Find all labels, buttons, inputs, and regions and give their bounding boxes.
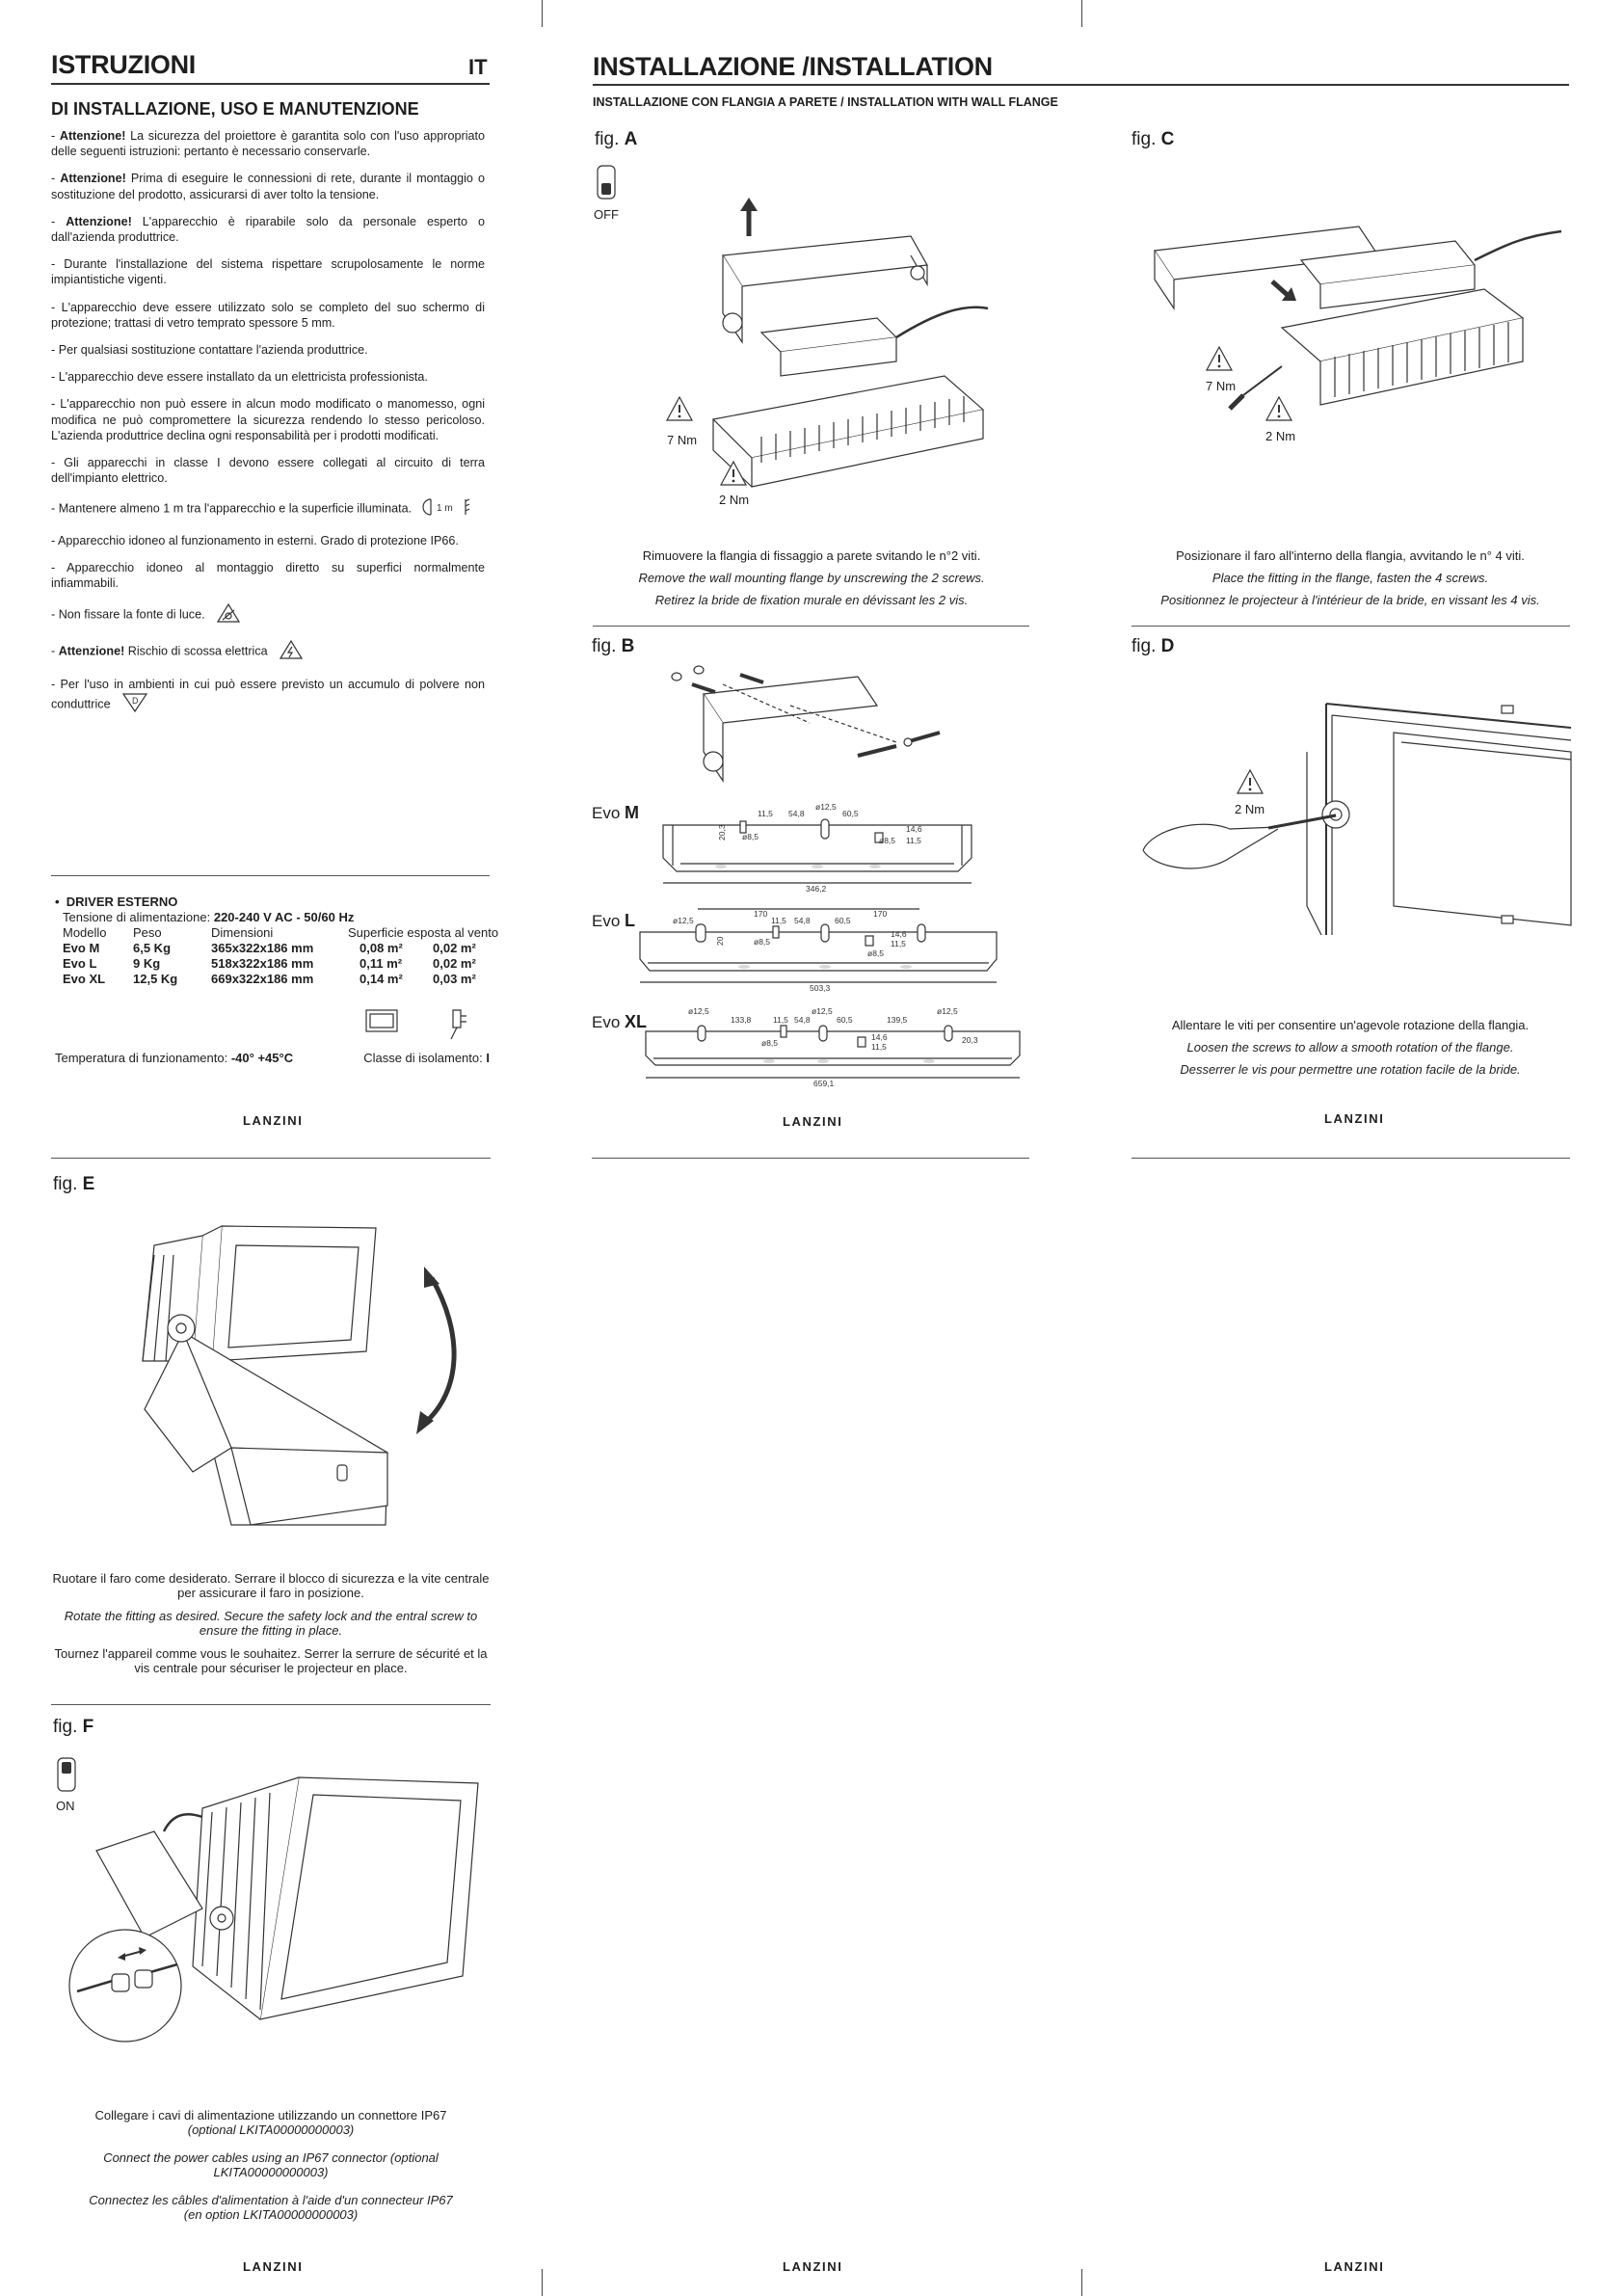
fig-b-label: fig. B — [592, 636, 635, 656]
warning-item: - Apparecchio idoneo al montaggio diretto su superfici normalmente infiammabili. — [51, 560, 485, 591]
torque-label: 2 Nm — [1235, 802, 1265, 816]
warning-icon — [719, 460, 748, 487]
fig-f-label: fig. F — [53, 1717, 94, 1737]
fig-f-caption: Collegare i cavi di alimentazione utilizzando un connettore IP67 (optional LKITA00000000003) Connect the power cables using an IP67 connector (optional LKITA00000000003) Connectez les câbles d'alimentation à l'aide d'un connecteur IP67 (en option LKITA00000000003) — [89, 2108, 453, 2222]
switch-state-label: OFF — [594, 207, 619, 222]
torque-label: 7 Nm — [667, 433, 698, 447]
fig-e-label: fig. E — [53, 1174, 95, 1194]
svg-text:ø8,5: ø8,5 — [867, 948, 885, 958]
svg-text:60,5: 60,5 — [835, 916, 851, 925]
warning-item: - Per qualsiasi sostituzione contattare l'azienda produttrice. — [51, 343, 368, 358]
driver-specs — [55, 894, 499, 987]
svg-text:11,5: 11,5 — [758, 809, 773, 818]
install-title: INSTALLAZIONE /INSTALLATION — [593, 52, 993, 81]
svg-text:54,8: 54,8 — [794, 916, 811, 925]
install-subtitle: INSTALLAZIONE CON FLANGIA A PARETE / INSTALLATION WITH WALL FLANGE — [593, 95, 1058, 109]
section-divider — [51, 1704, 491, 1705]
warning-item: - Attenzione! Rischio di scossa elettrica — [51, 639, 485, 664]
fig-a-label: fig. A — [595, 129, 638, 149]
warning-item: - L'apparecchio non può essere in alcun modo modificato o manomesso, ogni modifica ne può compromettere la sicurezza rendendo lo stesso pericoloso. L'azienda produttrice declina ogni responsabilità per i prodotti modificati. — [51, 397, 485, 442]
driver-table-row: Evo XL 12,5 Kg 669x322x186 mm 0,14 m² 0,03 m² — [63, 972, 476, 986]
svg-text:20,3: 20,3 — [717, 824, 727, 841]
driver-voltage: Tensione di alimentazione: 220-240 V AC - 50/60 Hz — [63, 910, 355, 924]
driver-table-header: Modello Peso Dimensioni Superficie esposta al vento — [63, 925, 499, 940]
brand-logo: LANZINI — [783, 1114, 843, 1129]
fig-e-caption: Ruotare il faro come desiderato. Serrare il blocco di sicurezza e la vite centrale per assicurare il faro in posizione. Rotate the fitting as desired. Secure the safety lock and the entral screw to ensure the fitting in place. Tournez l'appareil comme vous le souhaitez. Serrer la serrure de sécurité et la vis centrale pour sécuriser le projecteur en place. — [52, 1571, 490, 1675]
fig-c-label: fig. C — [1131, 129, 1175, 149]
svg-text:170: 170 — [873, 909, 888, 919]
svg-text:11,5: 11,5 — [906, 836, 921, 845]
svg-text:ø12,5: ø12,5 — [812, 1006, 833, 1016]
svg-text:11,5: 11,5 — [771, 916, 786, 925]
svg-text:ø8,5: ø8,5 — [742, 832, 759, 841]
warning-item: - Attenzione! Prima di eseguire le connessioni di rete, durante il montaggio o sostituzione del prodotto, assicurarsi di aver tolto la tensione. — [51, 172, 485, 201]
warning-item: - Mantenere almeno 1 m tra l'apparecchio e la superficie illuminata. 1 m — [51, 497, 485, 521]
warning-icon — [1265, 395, 1293, 422]
section-divider — [51, 1158, 491, 1159]
svg-text:D: D — [132, 695, 139, 706]
section-divider — [592, 1158, 1029, 1159]
svg-text:1 m: 1 m — [436, 503, 453, 515]
svg-text:20,3: 20,3 — [962, 1035, 978, 1045]
page-title: ISTRUZIONI — [51, 50, 196, 79]
svg-text:54,8: 54,8 — [788, 809, 805, 818]
torque-label: 2 Nm — [719, 493, 750, 507]
fig-a-caption: Rimuovere la flangia di fissaggio a parete svitando le n°2 viti. Remove the wall mounting flange by unscrewing the 2 screws. Retirez la bride de fixation murale en dévissant les 2 vis. — [638, 548, 985, 607]
warning-item: - Attenzione! La sicurezza del proiettore è garantita solo con l'uso appropriato delle seguenti istruzioni: pertanto è necessario conservarle. — [51, 129, 485, 159]
section-divider — [51, 875, 490, 876]
section-subtitle: DI INSTALLAZIONE, USO E MANUTENZIONE — [51, 99, 419, 119]
distance-symbol — [423, 497, 471, 521]
model-label: Evo M — [592, 803, 640, 822]
brand-logo: LANZINI — [1324, 2259, 1385, 2274]
svg-text:60,5: 60,5 — [837, 1015, 853, 1025]
torque-label: 2 Nm — [1265, 429, 1296, 443]
svg-text:11,5: 11,5 — [773, 1015, 788, 1025]
svg-text:170: 170 — [754, 909, 768, 919]
switch-state-label: ON — [56, 1799, 75, 1813]
svg-text:ø12,5: ø12,5 — [937, 1006, 958, 1016]
evo-xl-dimension-drawing — [644, 1002, 1024, 1089]
no-stare-icon — [216, 602, 241, 627]
fig-d-caption: Allentare le viti per consentire un'agevole rotazione della flangia. Loosen the screws to allow a smooth rotation of the flange. Desserrer le vis pour permettre une rotation facile de la bride. — [1171, 1018, 1530, 1077]
driver-footer: Temperatura di funzionamento: -40° +45°C Classe di isolamento: I — [55, 1051, 490, 1065]
brand-logo: LANZINI — [243, 2259, 304, 2274]
section-divider — [1131, 1158, 1570, 1159]
warning-icon — [1205, 345, 1234, 372]
svg-text:ø8,5: ø8,5 — [879, 836, 896, 845]
fig-f-illustration — [58, 1774, 486, 2063]
warning-icon — [1236, 768, 1265, 795]
evo-l-dimension-drawing — [638, 903, 1002, 992]
warning-item: - Attenzione! L'apparecchio è riparabile solo da personale esperto o dall'azienda produttrice. — [51, 214, 485, 245]
warning-item: - Durante l'installazione del sistema rispettare scrupolosamente le norme impiantistiche vigenti. — [51, 257, 485, 287]
fig-c-caption: Posizionare il faro all'interno della flangia, avvitando le n° 4 viti. Place the fitting in the flange, fasten the 4 screws. Positionnez le projecteur à l'intérieur de la bride, en vissant les 4 vis. — [1160, 548, 1540, 607]
fig-a-illustration — [655, 198, 1022, 516]
svg-text:14,6: 14,6 — [871, 1032, 888, 1042]
svg-text:503,3: 503,3 — [810, 983, 831, 993]
driver-table-row: Evo M 6,5 Kg 365x322x186 mm 0,08 m² 0,02 m² — [63, 941, 476, 955]
fig-b-illustration — [665, 665, 954, 800]
driver-heading: • DRIVER ESTERNO — [55, 894, 178, 909]
svg-text:11,5: 11,5 — [891, 939, 906, 948]
svg-text:ø12,5: ø12,5 — [673, 916, 694, 925]
warning-item: - L'apparecchio deve essere utilizzato solo se completo del suo schermo di protezione; trattasi di vetro temprato spessore 5 mm. — [51, 300, 485, 330]
wind-surface-icons — [364, 1006, 470, 1045]
title-rule — [51, 83, 490, 85]
power-switch-off-icon — [596, 164, 619, 202]
svg-text:ø8,5: ø8,5 — [761, 1038, 779, 1048]
electric-shock-icon — [279, 639, 304, 664]
brand-logo: LANZINI — [783, 2259, 843, 2274]
fig-e-illustration — [135, 1216, 482, 1535]
svg-text:14,6: 14,6 — [906, 824, 922, 834]
torque-label: 7 Nm — [1206, 379, 1237, 393]
evo-m-dimension-drawing — [661, 798, 979, 893]
language-code: IT — [468, 55, 488, 79]
warning-item: - Non fissare la fonte di luce. — [51, 602, 485, 627]
warning-item: - Apparecchio idoneo al funzionamento in esterni. Grado di protezione IP66. — [51, 533, 459, 547]
fig-d-label: fig. D — [1131, 636, 1175, 656]
svg-text:ø12,5: ø12,5 — [815, 802, 837, 812]
driver-table-row: Evo L 9 Kg 518x322x186 mm 0,11 m² 0,02 m² — [63, 956, 476, 971]
svg-text:139,5: 139,5 — [887, 1015, 908, 1025]
svg-text:ø8,5: ø8,5 — [754, 937, 771, 947]
svg-text:659,1: 659,1 — [813, 1079, 835, 1088]
warning-item: - Gli apparecchi in classe I devono essere collegati al circuito di terra dell'impianto elettrico. — [51, 456, 485, 486]
svg-text:60,5: 60,5 — [842, 809, 859, 818]
svg-text:11,5: 11,5 — [871, 1042, 887, 1052]
warning-icon — [665, 395, 694, 422]
svg-text:133,8: 133,8 — [731, 1015, 752, 1025]
fold-mark — [1081, 0, 1082, 27]
brand-logo: LANZINI — [1324, 1111, 1385, 1126]
svg-text:ø12,5: ø12,5 — [688, 1006, 709, 1016]
dust-symbol-icon — [121, 692, 148, 717]
title-rule — [593, 84, 1569, 86]
section-divider — [593, 626, 1029, 627]
model-label: Evo XL — [592, 1012, 648, 1031]
fold-mark — [542, 2269, 543, 2296]
fig-d-illustration — [1143, 684, 1571, 940]
fold-mark — [1081, 2269, 1082, 2296]
model-label: Evo L — [592, 911, 636, 930]
brand-logo: LANZINI — [243, 1113, 304, 1128]
warning-item: - Per l'uso in ambienti in cui può essere previsto un accumulo di polvere non conduttrice D — [51, 677, 485, 717]
section-divider — [1131, 626, 1570, 627]
svg-text:20: 20 — [715, 936, 725, 946]
warnings-list — [51, 128, 485, 729]
svg-text:14,6: 14,6 — [891, 929, 907, 939]
fold-mark — [542, 0, 543, 27]
svg-text:54,8: 54,8 — [794, 1015, 811, 1025]
svg-text:346,2: 346,2 — [806, 884, 827, 894]
warning-item: - L'apparecchio deve essere installato da un elettricista professionista. — [51, 370, 428, 385]
fig-c-illustration — [1147, 212, 1571, 434]
